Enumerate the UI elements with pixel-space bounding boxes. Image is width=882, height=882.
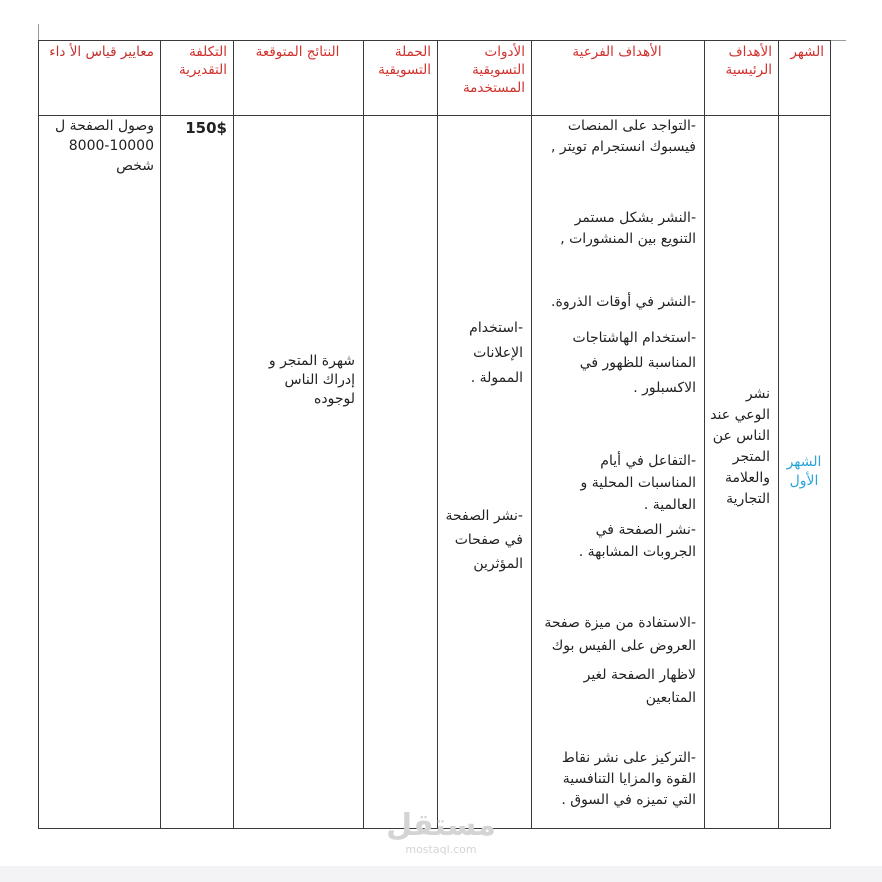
sub-goal-item: -نشر الصفحة في الجروبات المشابهة .	[578, 522, 696, 560]
mostaql-watermark	[385, 808, 497, 868]
crop-mark-top	[38, 24, 39, 40]
sub-goal-item: -النشر بشكل مستمر التنويع بين المنشورات ,	[560, 210, 696, 247]
watermark-logo: مستقل	[386, 808, 496, 843]
watermark-url: mostaql.com	[405, 843, 477, 856]
sub-goal-item: -التفاعل في أيام المناسبات المحلية و العالمية .	[580, 453, 696, 513]
header-kpi: معايير قياس الأ داء	[39, 41, 161, 116]
cell-campaign	[364, 116, 438, 829]
main-goal-text: نشر الوعي عند الناس عن المتجر والعلامة التجارية	[710, 386, 770, 507]
header-sub-goals: الأهداف الفرعية	[532, 41, 705, 116]
sub-goal-item: -استخدام الهاشتاجات المناسبة للظهور في الاكسبلور .	[572, 330, 696, 396]
cell-main-goal	[705, 116, 779, 829]
cell-month	[779, 116, 831, 829]
sub-goal-item: -التركيز على نشر نقاط القوة والمزايا التنافسية التي تميزه في السوق .	[561, 750, 696, 808]
table-row	[39, 116, 831, 829]
sub-goal-item: -التواجد على المنصات فيسبوك انستجرام تويتر ,	[551, 118, 696, 155]
marketing-plan-table	[38, 40, 831, 829]
sub-goal-item: -النشر في أوقات الذروة.	[551, 294, 696, 310]
cell-marketing-tools	[438, 116, 532, 829]
cell-sub-goals	[532, 116, 705, 829]
header-month: الشهر	[779, 41, 831, 116]
tool-item: -نشر الصفحة في صفحات المؤثرين	[445, 508, 523, 572]
kpi-text: وصول الصفحة ل 10000-8000 شخص	[54, 118, 154, 174]
sub-goal-item: لاظهار الصفحة لغير المتابعين	[583, 667, 696, 706]
header-marketing-tools: الأدوات التسويقية المستخدمة	[438, 41, 532, 116]
cell-estimated-cost	[161, 116, 234, 829]
sub-goal-item: -الاستفادة من ميزة صفحة العروض على الفيس بوك	[544, 615, 696, 654]
header-estimated-cost: التكلفة التقديرية	[161, 41, 234, 116]
cost-value: 150$	[185, 119, 227, 137]
header-expected-results: النتائج المتوقعة	[234, 41, 364, 116]
cell-expected-results	[234, 116, 364, 829]
header-main-goals: الأهداف الرئيسية	[705, 41, 779, 116]
month-label: الشهر الأول	[786, 454, 822, 489]
tool-item: -استخدام الإعلانات الممولة .	[469, 320, 523, 386]
header-row	[39, 41, 831, 116]
header-campaign: الحملة التسويقية	[364, 41, 438, 116]
expected-result-text: شهرة المتجر و إدراك الناس لوجوده	[268, 353, 355, 407]
crop-mark-right	[830, 40, 846, 41]
cell-kpi	[39, 116, 161, 829]
